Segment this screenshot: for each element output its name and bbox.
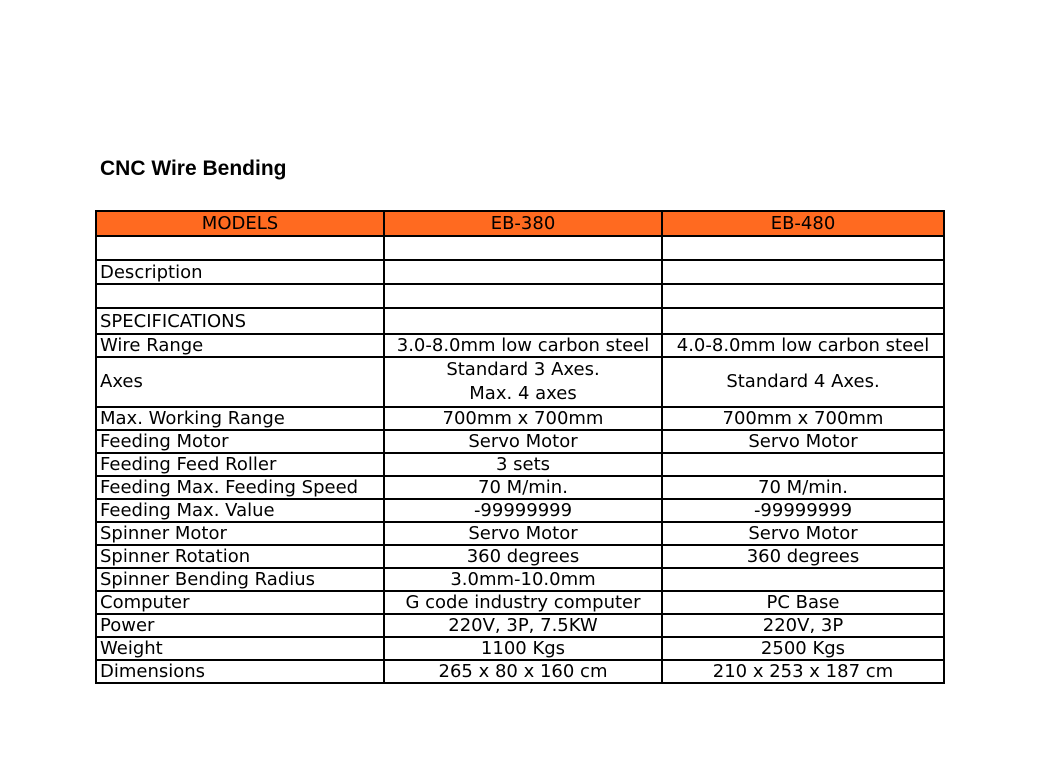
- models-header: MODELS: [96, 211, 384, 236]
- spec-value-eb480: 210 x 253 x 187 cm: [662, 660, 944, 683]
- empty-cell: [662, 260, 944, 284]
- spec-value-eb480: 70 M/min.: [662, 476, 944, 499]
- spec-value-eb380: 1100 Kgs: [384, 637, 662, 660]
- spec-label: Spinner Motor: [96, 522, 384, 545]
- empty-cell: [96, 284, 384, 308]
- spec-value-eb380: G code industry computer: [384, 591, 662, 614]
- spec-value-eb480: [662, 568, 944, 591]
- table-row: [96, 522, 944, 545]
- spec-value-eb480: 220V, 3P: [662, 614, 944, 637]
- spec-value-line: Max. 4 axes: [469, 383, 577, 404]
- spec-label: Feeding Max. Value: [96, 499, 384, 522]
- spec-value-eb480: PC Base: [662, 591, 944, 614]
- specifications-label: SPECIFICATIONS: [96, 308, 384, 334]
- table-row: [96, 407, 944, 430]
- spec-value-eb380: 3 sets: [384, 453, 662, 476]
- empty-cell: [384, 308, 662, 334]
- table-row: [96, 499, 944, 522]
- spec-label: Dimensions: [96, 660, 384, 683]
- table-row: [96, 334, 944, 357]
- spec-label: Feeding Feed Roller: [96, 453, 384, 476]
- spec-value-eb380: 70 M/min.: [384, 476, 662, 499]
- spec-value-eb380: [384, 357, 662, 407]
- empty-cell: [384, 284, 662, 308]
- description-row: [96, 260, 944, 284]
- model-eb380-header: EB-380: [384, 211, 662, 236]
- spec-value-eb480: Servo Motor: [662, 430, 944, 453]
- table-row: [96, 637, 944, 660]
- spec-value-eb480: Servo Motor: [662, 522, 944, 545]
- spec-label: Spinner Rotation: [96, 545, 384, 568]
- empty-cell: [384, 260, 662, 284]
- spec-value-eb480: -99999999: [662, 499, 944, 522]
- spec-value-eb380: 360 degrees: [384, 545, 662, 568]
- spec-label: Wire Range: [96, 334, 384, 357]
- empty-cell: [662, 284, 944, 308]
- empty-cell: [384, 236, 662, 260]
- spec-table: [95, 210, 945, 684]
- spec-label: Power: [96, 614, 384, 637]
- empty-cell: [96, 236, 384, 260]
- spec-value-line: Standard 3 Axes.: [446, 359, 600, 380]
- spec-value-eb480: 2500 Kgs: [662, 637, 944, 660]
- spec-value-eb380: 3.0mm-10.0mm: [384, 568, 662, 591]
- page-title: CNC Wire Bending: [100, 157, 287, 180]
- spec-value-eb480: Standard 4 Axes.: [662, 357, 944, 407]
- spec-label: Max. Working Range: [96, 407, 384, 430]
- table-row: [96, 568, 944, 591]
- table-row: [96, 357, 944, 407]
- blank-row: [96, 284, 944, 308]
- empty-cell: [662, 308, 944, 334]
- table-row: [96, 453, 944, 476]
- table-row: [96, 545, 944, 568]
- spec-value-eb380: 3.0-8.0mm low carbon steel: [384, 334, 662, 357]
- spec-label: Weight: [96, 637, 384, 660]
- spec-value-eb380: Servo Motor: [384, 430, 662, 453]
- spec-value-eb480: 700mm x 700mm: [662, 407, 944, 430]
- spec-value-eb380: -99999999: [384, 499, 662, 522]
- spec-label: Feeding Motor: [96, 430, 384, 453]
- spec-label: Feeding Max. Feeding Speed: [96, 476, 384, 499]
- spec-value-eb480: 4.0-8.0mm low carbon steel: [662, 334, 944, 357]
- table-row: [96, 476, 944, 499]
- spec-value-eb380: 265 x 80 x 160 cm: [384, 660, 662, 683]
- spec-value-eb380: 700mm x 700mm: [384, 407, 662, 430]
- spec-label: Spinner Bending Radius: [96, 568, 384, 591]
- model-eb480-header: EB-480: [662, 211, 944, 236]
- description-label: Description: [96, 260, 384, 284]
- table-row: [96, 430, 944, 453]
- specifications-row: [96, 308, 944, 334]
- table-row: [96, 660, 944, 683]
- empty-cell: [662, 236, 944, 260]
- table-header-row: [96, 211, 944, 236]
- spec-value-eb480: 360 degrees: [662, 545, 944, 568]
- spec-label: Axes: [96, 357, 384, 407]
- spec-label: Computer: [96, 591, 384, 614]
- blank-row: [96, 236, 944, 260]
- table-row: [96, 614, 944, 637]
- spec-value-eb480: [662, 453, 944, 476]
- spec-value-eb380: Servo Motor: [384, 522, 662, 545]
- table-row: [96, 591, 944, 614]
- spec-value-eb380: 220V, 3P, 7.5KW: [384, 614, 662, 637]
